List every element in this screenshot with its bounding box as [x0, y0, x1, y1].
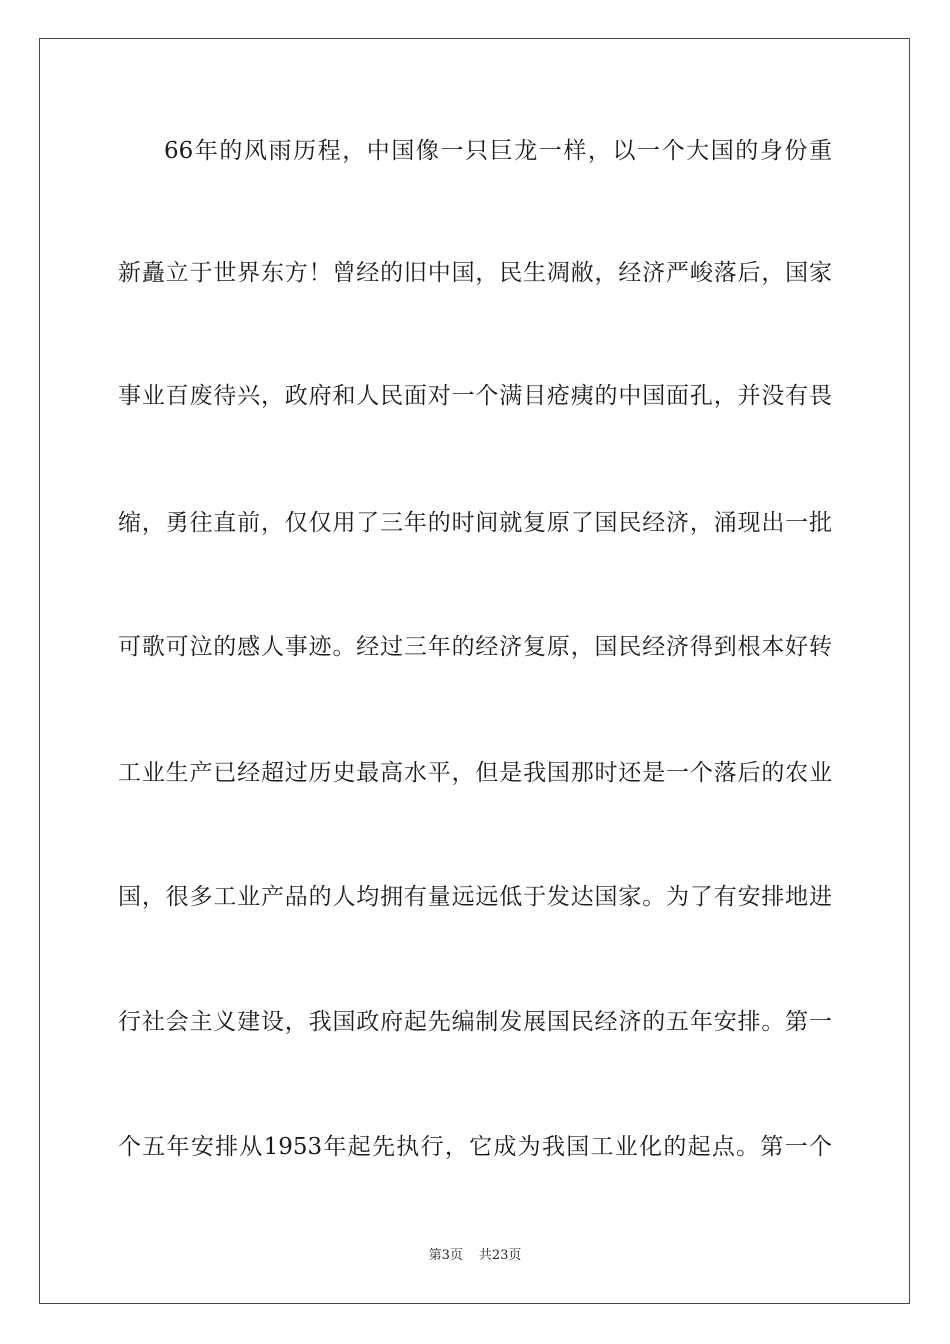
- page-number: 第3页: [428, 1248, 463, 1263]
- page-footer: [0, 1248, 950, 1264]
- paragraph-line-7: 国，很多工业产品的人均拥有量远远低于发达国家。为了有安排地进: [118, 884, 832, 910]
- paragraph-line-3: 事业百废待兴，政府和人民面对一个满目疮痍的中国面孔，并没有畏: [118, 383, 832, 409]
- page-border: [39, 38, 910, 1304]
- paragraph-line-4: 缩，勇往直前，仅仅用了三年的时间就复原了国民经济，涌现出一批: [118, 510, 832, 536]
- paragraph-line-6: 工业生产已经超过历史最高水平，但是我国那时还是一个落后的农业: [118, 760, 832, 786]
- paragraph-line-5: 可歌可泣的感人事迹。经过三年的经济复原，国民经济得到根本好转: [118, 634, 832, 660]
- paragraph-line-8: 行社会主义建设，我国政府起先编制发展国民经济的五年安排。第一: [118, 1009, 832, 1035]
- paragraph-line-2: 新矗立于世界东方！曾经的旧中国，民生凋敝，经济严峻落后，国家: [118, 260, 832, 286]
- paragraph-line-9: 个五年安排从1953年起先执行，它成为我国工业化的起点。第一个: [118, 1134, 832, 1160]
- paragraph-line-1: 66年的风雨历程，中国像一只巨龙一样，以一个大国的身份重: [164, 138, 832, 164]
- total-pages: 共23页: [478, 1248, 522, 1263]
